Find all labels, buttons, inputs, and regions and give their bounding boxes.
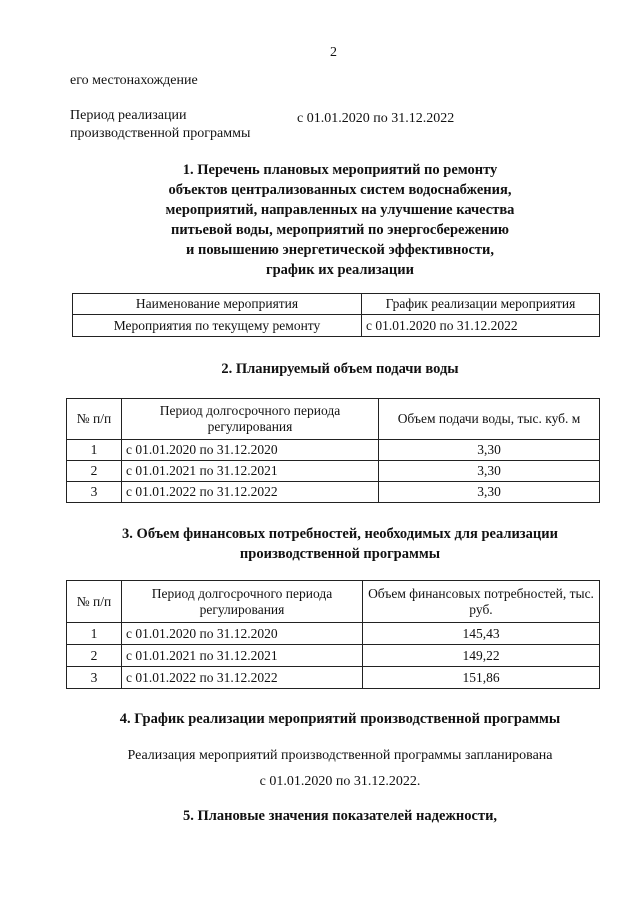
header-cell: График реализации мероприятия [362,294,600,315]
table-cell: с 01.01.2020 по 31.12.2020 [122,440,379,461]
header-cell: Период долгосрочного периода регулирования [122,581,363,623]
header-cell: Наименование мероприятия [73,294,362,315]
header-cell: Период долгосрочного периода регулирования [122,399,379,440]
table-cell: 3,30 [379,461,600,482]
section1-title-line: и повышению энергетической эффективности, [186,242,494,258]
period-label-line2: производственной программы [70,126,251,141]
section5-title: 5. Плановые значения показателей надежности, [182,808,498,824]
header-cell: Объем финансовых потребностей, тыс. руб. [363,581,600,623]
table-cell: 151,86 [363,667,600,689]
location-line: его местонахождение [70,73,198,88]
table-cell: 1 [67,440,122,461]
table-cell: 3,30 [379,440,600,461]
table-row [67,645,600,667]
table-row [67,482,600,503]
period-value: с 01.01.2020 по 31.12.2022 [297,111,455,126]
table-cell: Мероприятия по текущему ремонту [73,315,362,337]
section1-title-line: 1. Перечень плановых мероприятий по ремонту [182,162,498,178]
table-cell: с 01.01.2020 по 31.12.2020 [122,623,363,645]
section4-text-line2: с 01.01.2020 по 31.12.2022. [259,774,421,789]
section3-title-line: 3. Объем финансовых потребностей, необходимых для реализации [122,526,558,542]
table-cell: 3 [67,667,122,689]
table-cell: 1 [67,623,122,645]
financial-needs-table [66,580,600,689]
table-row [73,315,600,337]
table-cell: 149,22 [363,645,600,667]
section3-title [60,524,620,564]
section4-text-line1: Реализация мероприятий производственной программы запланирована [127,748,553,763]
table-cell: с 01.01.2021 по 31.12.2021 [122,645,363,667]
period-label-line1: Период реализации [70,108,187,123]
table-cell: 3,30 [379,482,600,503]
table-row [67,667,600,689]
table-cell: с 01.01.2022 по 31.12.2022 [122,667,363,689]
section1-title-line: объектов централизованных систем водоснабжения, [168,182,512,198]
page-number: 2 [330,45,337,60]
table-row [67,623,600,645]
water-volume-table [66,398,600,503]
table-header-row [67,399,600,440]
section1-title-line: график их реализации [265,262,414,278]
header-cell: № п/п [67,399,122,440]
section1-title [60,160,620,280]
activities-table [72,293,600,337]
section1-title-line: питьевой воды, мероприятий по энергосбережению [170,222,510,238]
table-row [67,440,600,461]
table-header-row [73,294,600,315]
table-header-row [67,581,600,623]
section4-title: 4. График реализации мероприятий производственной программы [119,711,561,727]
table-cell: 2 [67,645,122,667]
table-cell: с 01.01.2020 по 31.12.2022 [362,315,600,337]
table-cell: 145,43 [363,623,600,645]
section2-title: 2. Планируемый объем подачи воды [221,361,459,377]
section1-title-line: мероприятий, направленных на улучшение качества [165,202,515,218]
header-cell: № п/п [67,581,122,623]
section3-title-line: производственной программы [239,546,441,562]
table-cell: 3 [67,482,122,503]
header-cell: Объем подачи воды, тыс. куб. м [379,399,600,440]
table-cell: с 01.01.2022 по 31.12.2022 [122,482,379,503]
table-cell: 2 [67,461,122,482]
table-cell: с 01.01.2021 по 31.12.2021 [122,461,379,482]
table-row [67,461,600,482]
